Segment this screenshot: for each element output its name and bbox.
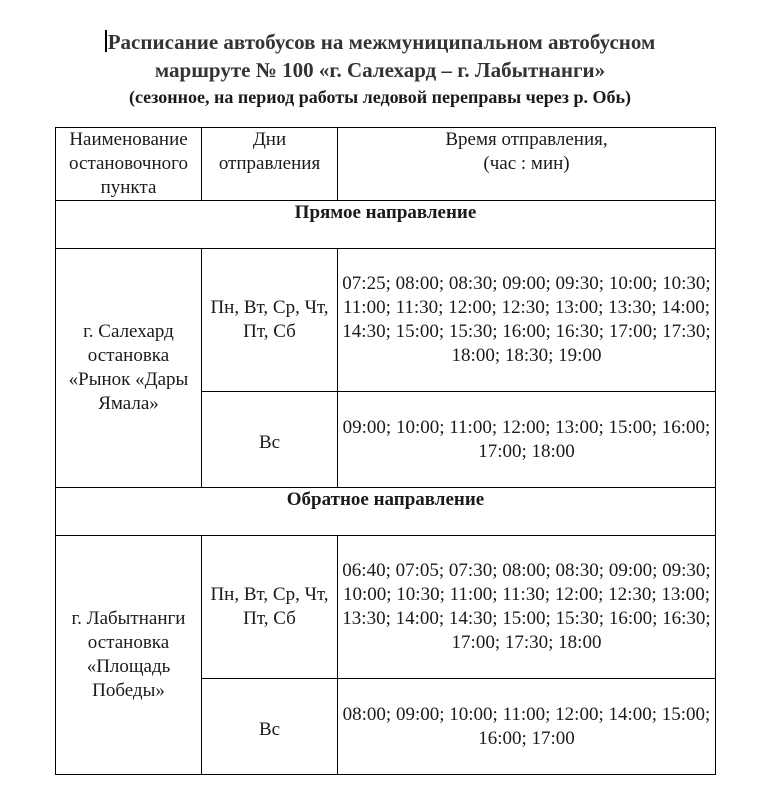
stop-labytnangi: г. Лабытнанги остановка «Площадь Победы»: [56, 536, 202, 775]
header-times-line2: (час : мин): [483, 153, 570, 174]
document-title-block: [0, 28, 760, 110]
table-row: [56, 249, 716, 392]
subtitle: (сезонное, на период работы ледовой переправы через р. Обь): [128, 87, 632, 107]
days-cell: Вс: [202, 392, 338, 488]
title-line-1: [0, 28, 760, 56]
stop-salekhard: г. Салехард остановка «Рынок «Дары Ямала»: [56, 249, 202, 488]
table-row: [56, 536, 716, 679]
header-times-line1: Время отправления,: [445, 129, 608, 150]
header-days: Дни отправления: [202, 128, 338, 201]
times-cell: 07:25; 08:00; 08:30; 09:00; 09:30; 10:00; 10:30; 11:00; 11:30; 12:00; 12:30; 13:00; 13:30; 14:00; 14:30; 15:00; 15:30; 16:00; 16:30; 17:00; 17:30; 18:00; 18:30; 19:00: [338, 249, 716, 392]
times-cell: 06:40; 07:05; 07:30; 08:00; 08:30; 09:00; 09:30; 10:00; 10:30; 11:00; 11:30; 12:00; 12:30; 13:00; 13:30; 14:00; 14:30; 15:00; 15:30; 16:00; 16:30; 17:00; 17:30; 18:00: [338, 536, 716, 679]
section-title-reverse: Обратное направление: [56, 488, 716, 536]
times-cell: 08:00; 09:00; 10:00; 11:00; 12:00; 14:00; 15:00; 16:00; 17:00: [338, 679, 716, 775]
title-line-2: маршруте № 100 «г. Салехард – г. Лабытнанги»: [154, 58, 606, 82]
section-row-forward: [56, 201, 716, 249]
section-row-reverse: [56, 488, 716, 536]
section-title-forward: Прямое направление: [56, 201, 716, 249]
title-line-1-text: Расписание автобусов на межмуниципальном автобусном: [107, 30, 656, 54]
times-cell: 09:00; 10:00; 11:00; 12:00; 13:00; 15:00; 16:00; 17:00; 18:00: [338, 392, 716, 488]
schedule-table: [55, 127, 716, 775]
table-header-row: [56, 128, 716, 201]
header-stop: Наименование остановочного пункта: [56, 128, 202, 201]
text-cursor: [105, 30, 107, 52]
days-cell: Вс: [202, 679, 338, 775]
header-times: [338, 128, 716, 201]
days-cell: Пн, Вт, Ср, Чт, Пт, Сб: [202, 249, 338, 392]
days-cell: Пн, Вт, Ср, Чт, Пт, Сб: [202, 536, 338, 679]
